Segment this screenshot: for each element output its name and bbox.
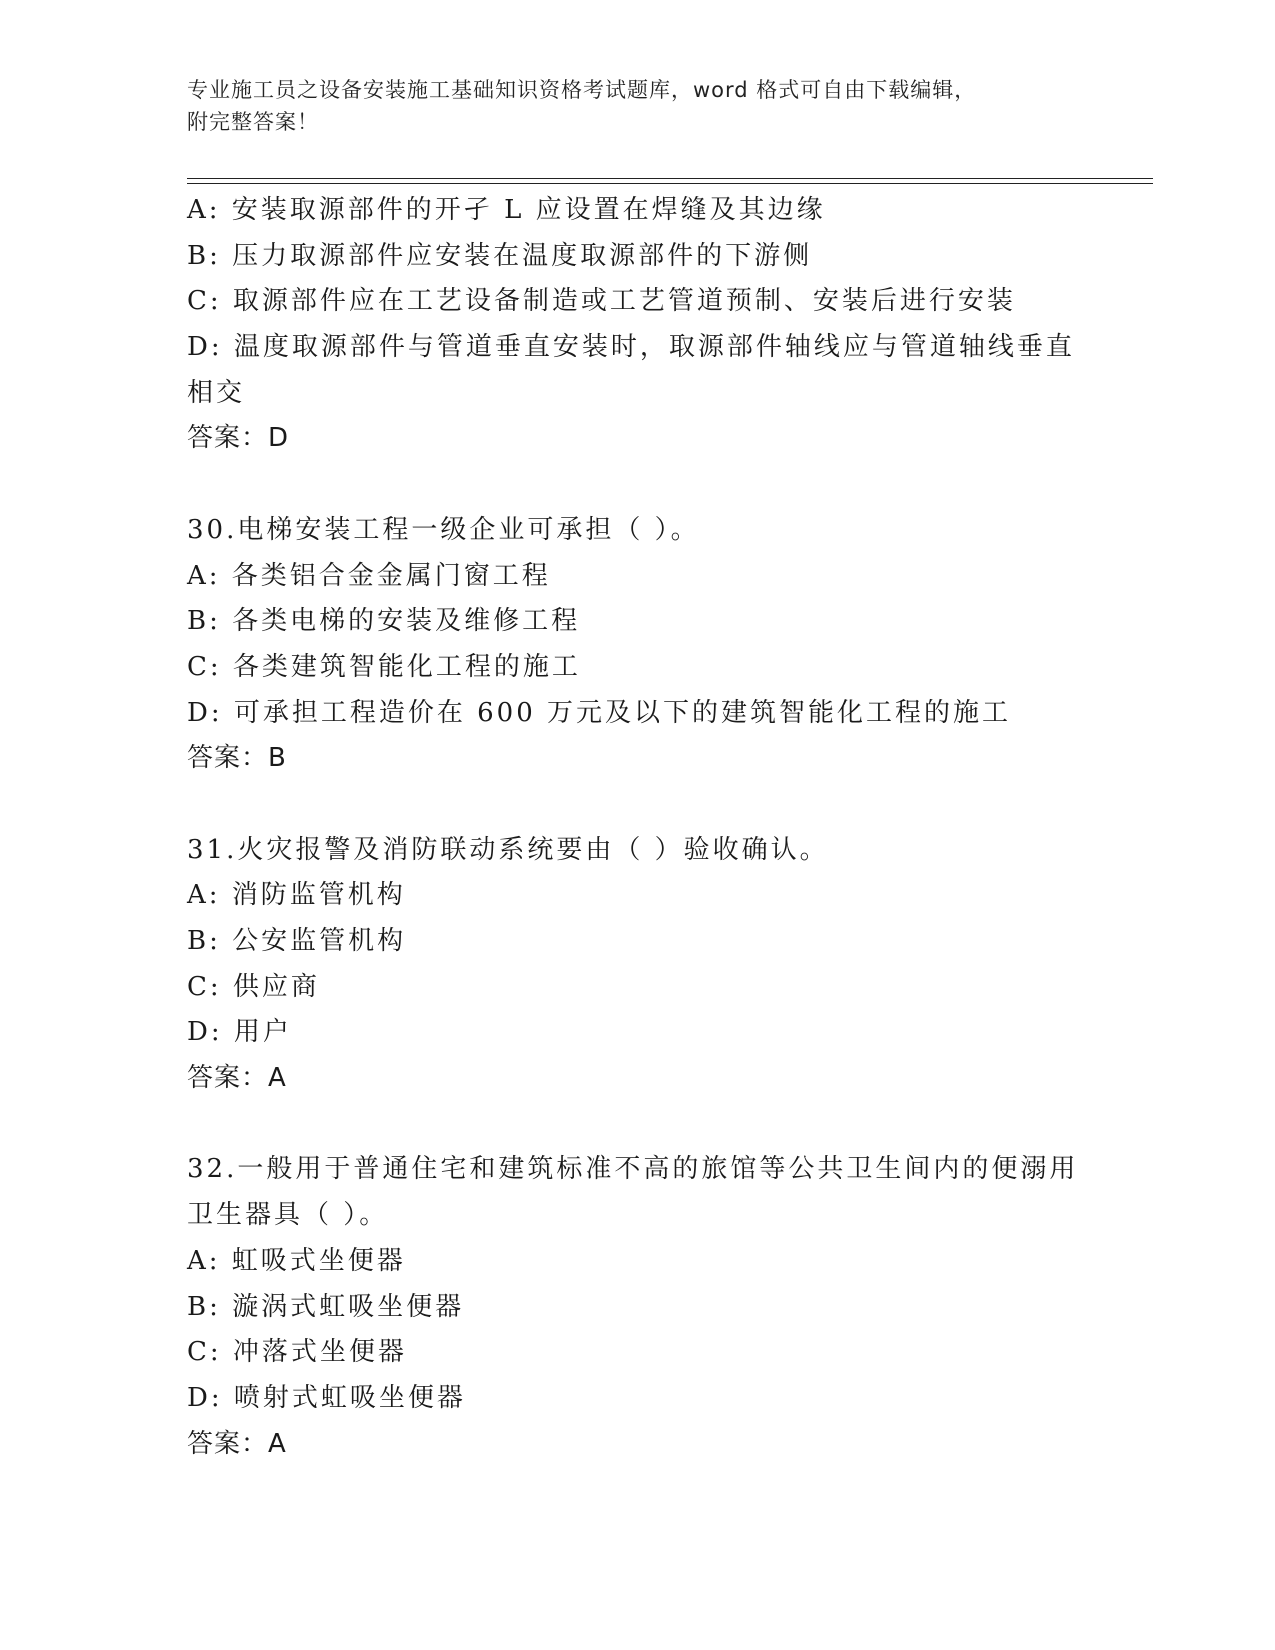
option-c: C: 供应商 (187, 971, 320, 1002)
option-d-continuation: 相交 (187, 377, 246, 408)
option-a: A: 消防监管机构 (187, 880, 406, 911)
option-a: A: 各类铝合金金属门窗工程 (187, 560, 551, 591)
question-text: 31.火灾报警及消防联动系统要由（ ）验收确认。 (187, 834, 829, 865)
spacer (187, 1102, 1087, 1148)
option-d: D: 温度取源部件与管道垂直安装时，取源部件轴线应与管道轴线垂直 (187, 332, 1075, 363)
question-block-continued (187, 188, 1087, 462)
question-block-30 (187, 508, 1087, 782)
answer-line: 答案：A (187, 1428, 287, 1459)
question-text: 30.电梯安装工程一级企业可承担（ ）。 (187, 514, 700, 545)
question-block-31 (187, 828, 1087, 1102)
option-a: A: 虹吸式坐便器 (187, 1245, 406, 1276)
option-b: B: 压力取源部件应安装在温度取源部件的下游侧 (187, 240, 813, 271)
option-b: B: 漩涡式虹吸坐便器 (187, 1291, 465, 1322)
option-c: C: 取源部件应在工艺设备制造或工艺管道预制、安装后进行安装 (187, 286, 1016, 317)
option-d: D: 喷射式虹吸坐便器 (187, 1382, 466, 1413)
question-text-line-1: 32.一般用于普通住宅和建筑标准不高的旅馆等公共卫生间内的便溺用 (187, 1154, 1079, 1185)
answer-line: 答案：A (187, 1063, 287, 1094)
header-rule-bottom (187, 183, 1153, 184)
question-block-32 (187, 1147, 1087, 1467)
question-list (187, 188, 1087, 1467)
document-header (187, 74, 1087, 138)
option-a: A: 安装取源部件的开孑 L 应设置在焊缝及其边缘 (187, 195, 826, 225)
spacer (187, 462, 1087, 508)
header-line-1: 专业施工员之设备安装施工基础知识资格考试题库，word 格式可自由下载编辑， (187, 78, 977, 102)
option-c: C: 各类建筑智能化工程的施工 (187, 651, 581, 682)
option-d: D: 可承担工程造价在 600 万元及以下的建筑智能化工程的施工 (187, 697, 1012, 728)
answer-line: 答案：B (187, 743, 287, 774)
option-c: C: 冲落式坐便器 (187, 1337, 407, 1368)
spacer (187, 782, 1087, 828)
question-text-line-2: 卫生器具（ ）。 (187, 1200, 389, 1231)
header-line-2: 附完整答案！ (187, 110, 319, 134)
answer-line: 答案：D (187, 423, 290, 454)
option-b: B: 各类电梯的安装及维修工程 (187, 606, 581, 637)
option-b: B: 公安监管机构 (187, 926, 407, 956)
header-rule-top (187, 178, 1153, 179)
option-d: D: 用户 (187, 1017, 292, 1048)
